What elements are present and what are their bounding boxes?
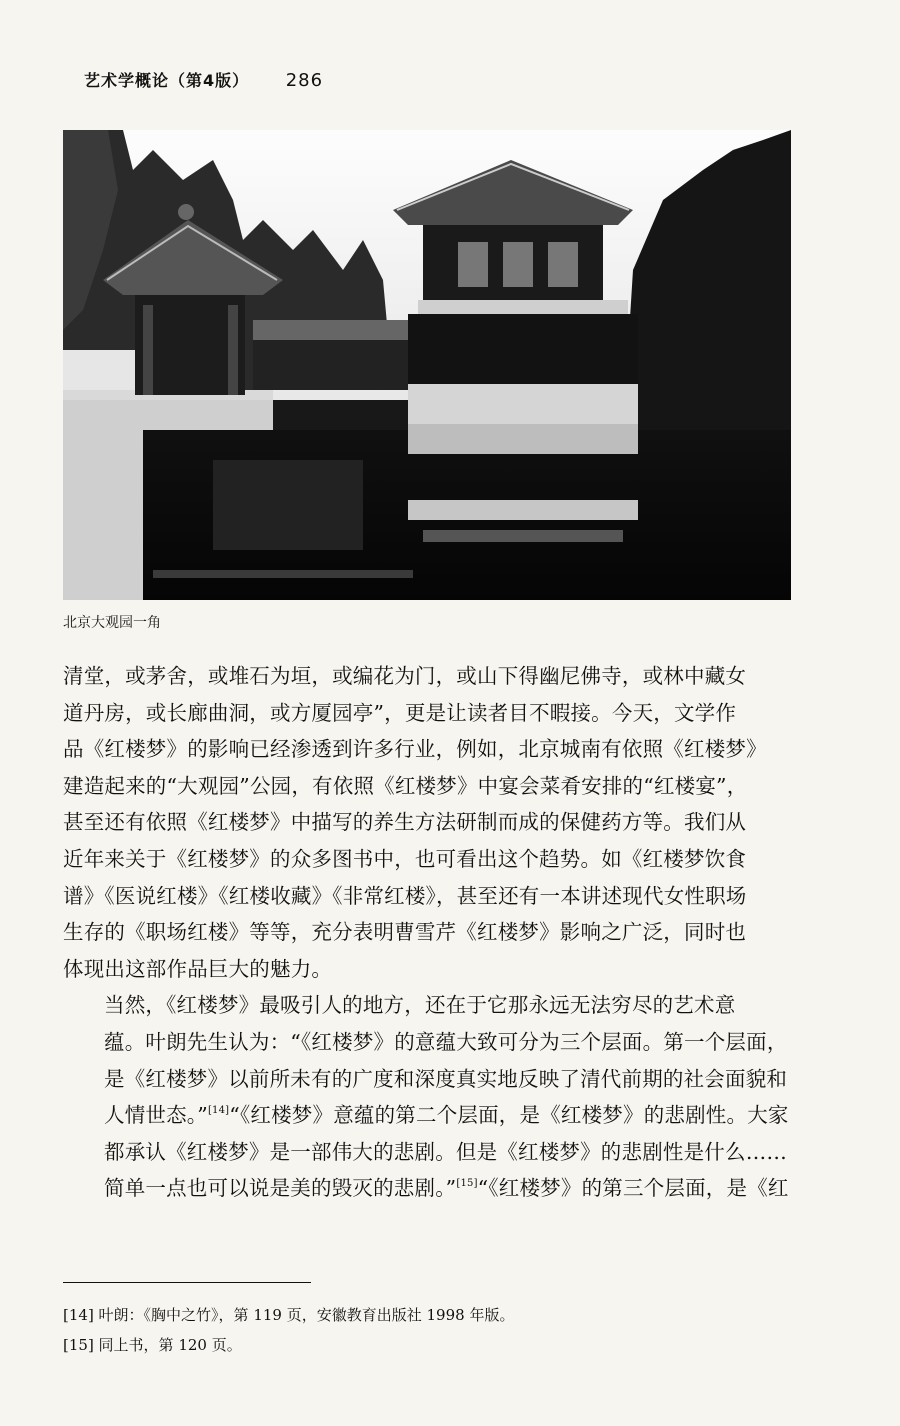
photo-caption: 北京大观园一角 (63, 615, 161, 631)
text-line: 近年来关于《红楼梦》的众多图书中，也可看出这个趋势。如《红楼梦饮食 (63, 846, 747, 871)
text-run: “《红楼梦》意蕴的第二个层面，是《红楼梦》的悲剧性。大家 (229, 1103, 789, 1128)
book-title: 艺术学概论（第4版） (84, 71, 250, 90)
text-line: 是《红楼梦》以前所未有的广度和深度真实地反映了清代前期的社会面貌和 (104, 1066, 788, 1091)
garden-photo-illustration (63, 130, 791, 600)
running-header (84, 68, 323, 91)
text-line: 体现出这部作品巨大的魅力。 (63, 956, 333, 981)
text-line: 品《红楼梦》的影响已经渗透到许多行业，例如，北京城南有依照《红楼梦》 (63, 737, 767, 762)
text-line: 都承认《红楼梦》是一部伟大的悲剧。但是《红楼梦》的悲剧性是什么…… (104, 1139, 788, 1164)
footnote-ref-14[interactable]: [14] (207, 1105, 230, 1117)
garden-photo (63, 130, 791, 600)
text-line: 当然，《红楼梦》最吸引人的地方，还在于它那永远无法穷尽的艺术意 (104, 993, 736, 1018)
page-number: 286 (285, 70, 324, 91)
footnote-divider (63, 1282, 311, 1283)
footnote-14: [14] 叶朗：《胸中之竹》，第 119 页，安徽教育出版社 1998 年版。 (63, 1306, 515, 1324)
text-line (63, 1097, 793, 1134)
text-line: 甚至还有依照《红楼梦》中描写的养生方法研制而成的保健药方等。我们从 (63, 810, 747, 835)
text-run: 人情世态。” (104, 1103, 208, 1128)
footnote-ref-15[interactable]: [15] (456, 1178, 478, 1190)
text-line (63, 1170, 793, 1207)
paragraph-2 (63, 987, 793, 1207)
text-line: 建造起来的“大观园”公园，有依照《红楼梦》中宴会菜肴安排的“红楼宴”， (63, 773, 748, 798)
text-run: 简单一点也可以说是美的毁灭的悲剧。” (104, 1176, 457, 1201)
text-line: 清堂，或茅舍，或堆石为垣，或编花为门，或山下得幽尼佛寺，或林中藏女 (63, 664, 747, 688)
footnotes (63, 1300, 514, 1360)
paragraph-1 (63, 658, 793, 987)
text-line: 道丹房，或长廊曲洞，或方厦园亭”，更是让读者目不暇接。今天，文学作 (63, 700, 737, 725)
text-run: “《红楼梦》的第三个层面，是《红 (477, 1176, 789, 1201)
body-text (63, 658, 793, 1207)
text-line: 生存的《职场红楼》等等，充分表明曹雪芹《红楼梦》影响之广泛，同时也 (63, 920, 747, 945)
text-line: 蕴。叶朗先生认为：“《红楼梦》的意蕴大致可分为三个层面。第一个层面， (104, 1029, 788, 1054)
footnote-15: [15] 同上书，第 120 页。 (63, 1336, 242, 1354)
text-line: 谱》《医说红楼》《红楼收藏》《非常红楼》，甚至还有一本讲述现代女性职场 (63, 883, 747, 908)
